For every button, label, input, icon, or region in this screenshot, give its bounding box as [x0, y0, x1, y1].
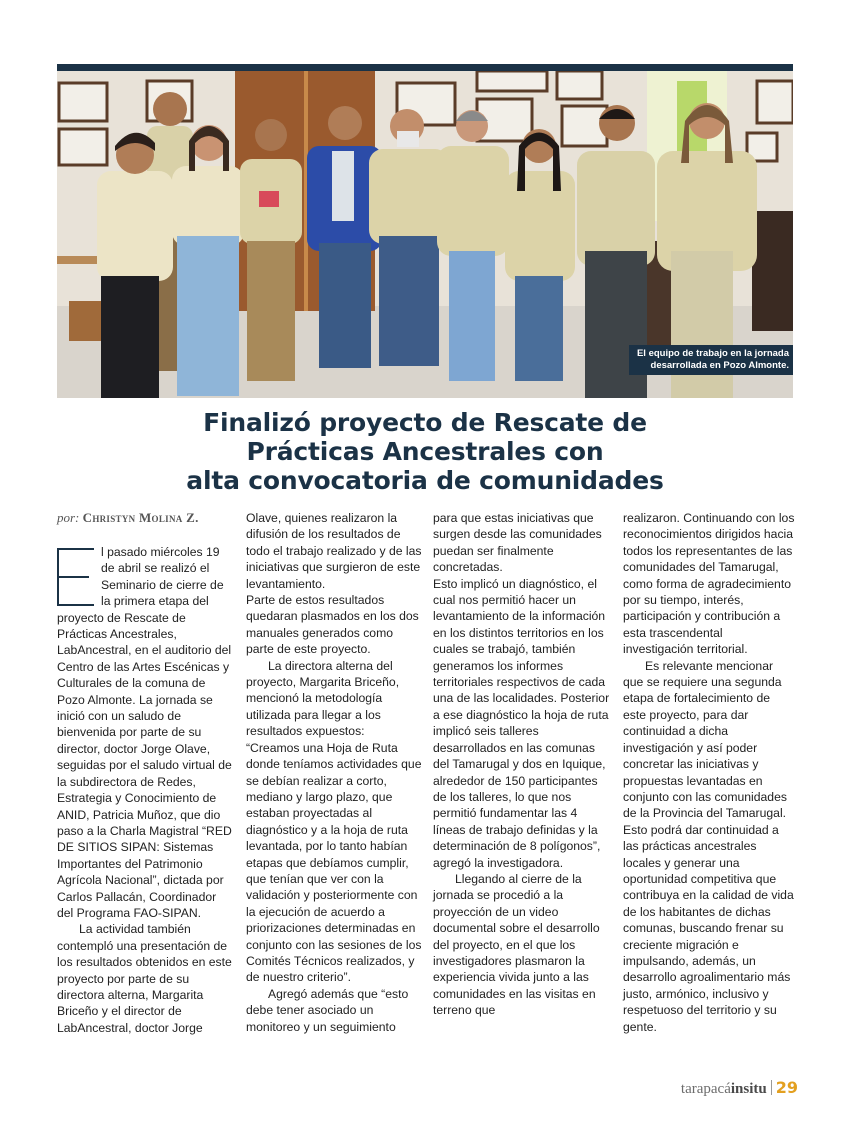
photo-top-bar	[57, 64, 793, 71]
byline-prefix: por:	[57, 510, 80, 525]
footer-divider	[771, 1080, 772, 1095]
headline-line-2: Prácticas Ancestrales con	[246, 437, 604, 466]
paragraph-text: l pasado miércoles 19 de abril se realizó el Seminario de cierre de la primera etapa del proyecto de Rescate de Prácticas Ancestrales, LabAncestral, en el auditorio del Centro de las Artes Escénicas y Culturales de la comuna de Pozo Almonte. La jornada se inició con un saludo de bienvenida por parte de su director, doctor Jorge Olave, seguidas por el saludo virtual de la subdirectora de Redes, Estrategia y Conocimiento de ANID, Patricia Muñoz, que dio paso a la Charla Magistral “RED DE SITIOS SIPAN: Sistemas Importantes del Patrimonio Agrícola Nacional”, dictada por Carlos Pallacán, Coordinador del Programa FAO-SIPAN.	[57, 545, 232, 920]
headline-line-1: Finalizó proyecto de Rescate de	[203, 408, 647, 437]
article-paragraph: realizaron. Continuando con los reconocimientos dirigidos hacia todos los representantes de las comunidades del Tamarugal, como forma de agradecimiento por su tiempo, interés, participación y contribución a esta trascendental investigación territorial.	[623, 511, 795, 657]
page-number: 29	[775, 1078, 798, 1097]
article-paragraph: Agregó además que “esto debe tener asociado un monitoreo y un seguimiento	[246, 986, 409, 1034]
article-paragraph: Parte de estos resultados quedaran plasmados en los dos manuales generados como parte de este proyecto.	[246, 593, 419, 657]
article-paragraph: Esto implicó un diagnóstico, el cual nos permitió hacer un levantamiento de la información en los distintos territorios en los cuales se trabajó, también generamos los informes territoriales respectivos de cada una de las localidades. Posterior a ese diagnóstico la hoja de ruta implicó seis talleres desarrollados en las comunas del Tamarugal y dos en Iquique, alrededor de 150 participantes de los talleres, lo que nos permitió fundamentar las 4 líneas de trabajo definidas y la determinación de 8 polígonos”, agregó la investigadora.	[433, 576, 610, 870]
brand-regular: tarapacá	[680, 1081, 731, 1097]
article-paragraph: Olave, quienes realizaron la difusión de los resultados de todo el trabajo realizado y de las iniciativas que surgieron de este levantamiento.	[246, 511, 422, 591]
article-column-2	[246, 510, 424, 1035]
headline-line-3: alta convocatoria de comunidades	[186, 466, 664, 495]
brand-bold: insitu	[730, 1081, 767, 1097]
article-headline	[150, 408, 700, 495]
byline	[57, 510, 235, 526]
article-column-1	[57, 510, 235, 1036]
article-paragraph: Llegando al cierre de la jornada se procedió a la proyección de un video documental sobre el desarrollo del proyecto, en el que los investigadores plasmaron la experiencia vivida junto a las comunidades en las visitas en terreno que	[433, 871, 600, 1018]
article-paragraph: La directora alterna del proyecto, Margarita Briceño, mencionó la metodología utilizada para llegar a los resultados expuestos:	[246, 658, 400, 739]
article-paragraph	[57, 544, 235, 921]
photo-caption-line-2: desarrollada en Pozo Almonte.	[650, 360, 789, 371]
page-footer	[681, 1078, 798, 1098]
article-paragraph: La actividad también contempló una presentación de los resultados obtenidos en este proyecto por parte de su directora alterna, Margarita Briceño y el director de LabAncestral, doctor Jorge	[57, 922, 232, 1035]
magazine-brand	[681, 1081, 767, 1098]
article-quote: “Creamos una Hoja de Ruta donde teníamos actividades que se debían realizar a corto, mediano y largo plazo, que estaban proyectadas al diagnóstico y a la hoja de ruta levantada, por lo tanto habían etapas que debíamos cumplir, que tenían que ver con la validación y posteriormente con la ejecución de acuerdo a priorizaciones determinadas en conjunto con las sesiones de los Comités Técnicos realizados, y de nuestro criterio”.	[246, 740, 422, 985]
article-column-4	[623, 510, 795, 1035]
article-paragraph: para que estas iniciativas que surgen desde las comunidades puedan ser finalmente concretadas.	[433, 511, 602, 575]
photo-caption-line-1: El equipo de trabajo en la jornada	[636, 348, 789, 359]
article-photo	[57, 64, 793, 398]
article-column-3	[433, 510, 611, 1019]
article-paragraph: Es relevante mencionar que se requiere una segunda etapa de fortalecimiento de este proyecto, para dar continuidad a dicha investigación y así poder concretar las iniciativas y propuestas levantadas en conjunto con las comunidades de la Provincia del Tamarugal. Esto podrá dar continuidad a las prácticas ancestrales locales y generar una oportunidad competitiva que contribuya en la calidad de vida de los habitantes de dichas comunas, buscando frenar su creciente migración e impulsando, además, un desarrollo agroalimentario más justo, armónico, inclusivo y respetuoso del territorio y su gente.	[623, 658, 794, 1034]
drop-cap-e	[57, 548, 95, 606]
photo-caption	[629, 345, 793, 375]
byline-author: Christyn Molina Z.	[82, 510, 199, 525]
